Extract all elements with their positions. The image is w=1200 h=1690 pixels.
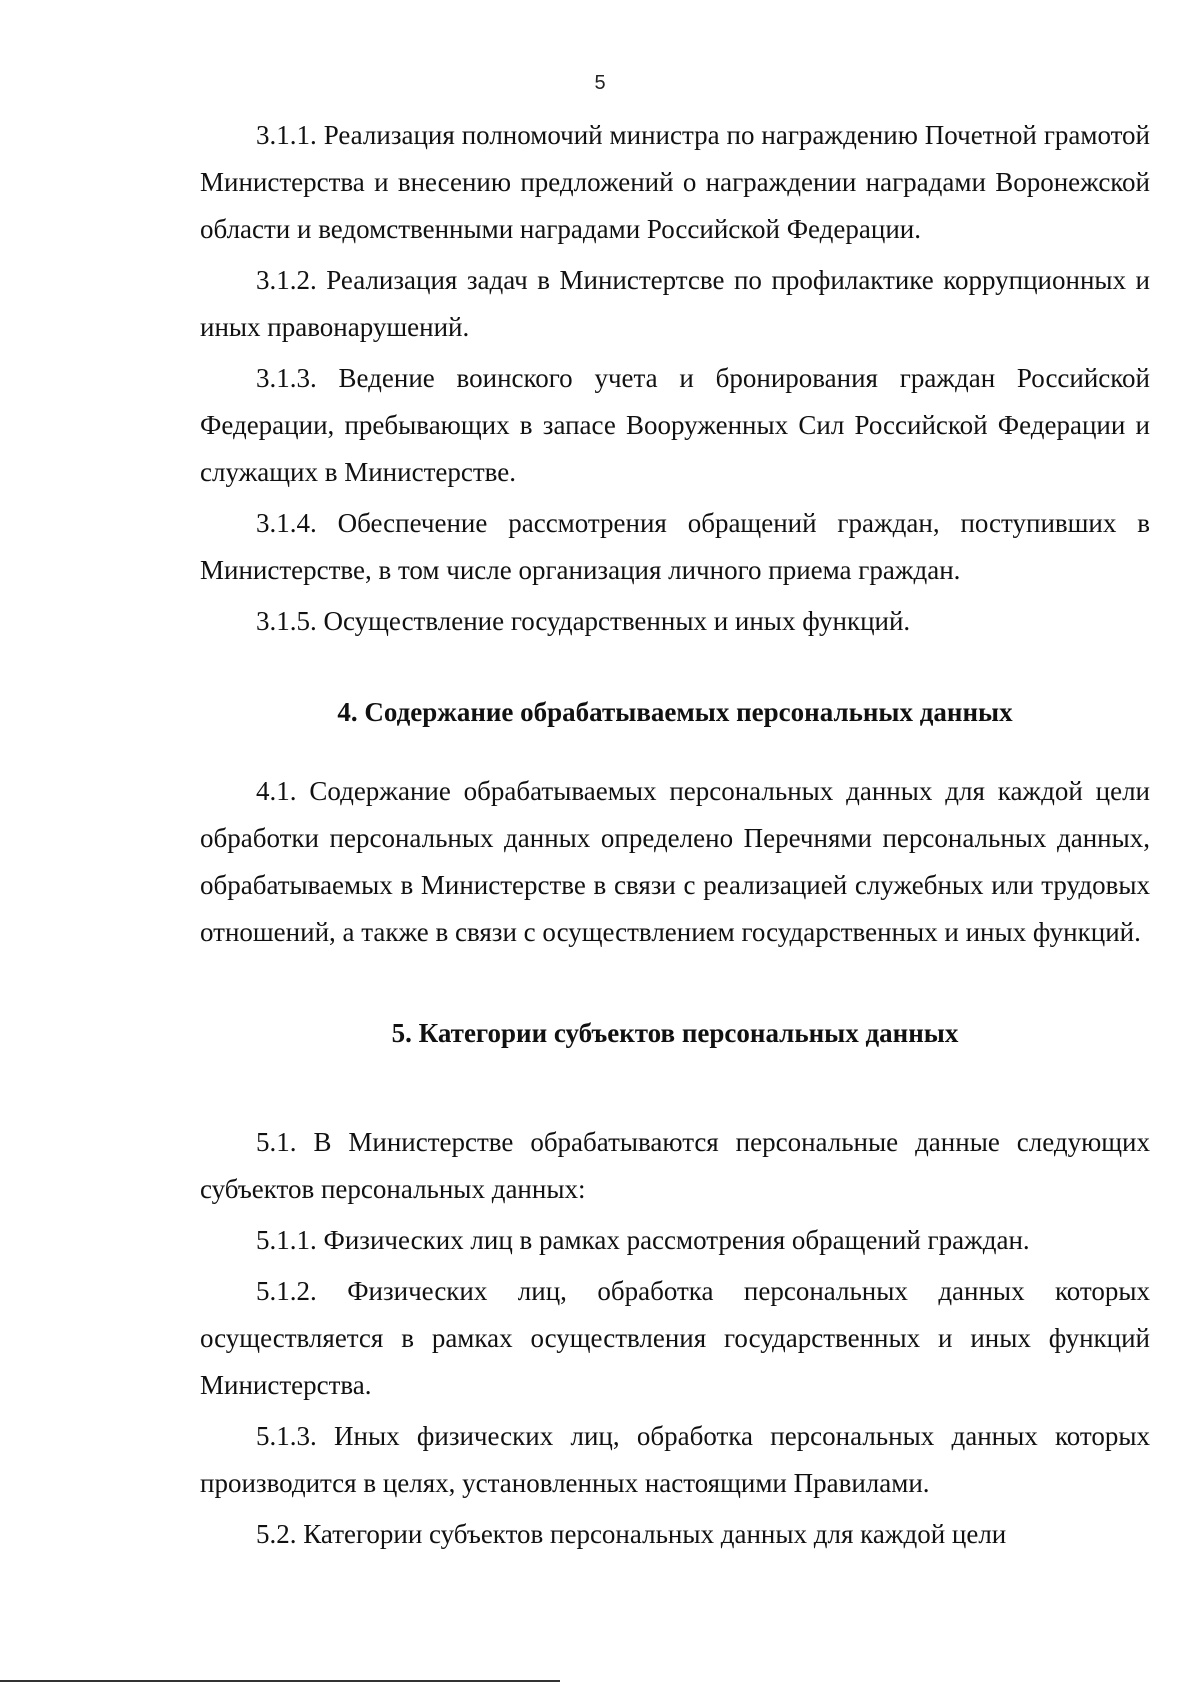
section-4-heading: 4. Содержание обрабатываемых персональных данных	[337, 697, 1013, 727]
paragraph-3-1-4: 3.1.4. Обеспечение рассмотрения обращений граждан, поступивших в Министерстве, в том числе организация личного приема граждан.	[200, 508, 1150, 585]
page-number: 5	[594, 72, 606, 94]
document-body	[200, 112, 1150, 1562]
paragraph-5-1-1: 5.1.1. Физических лиц в рамках рассмотрения обращений граждан.	[256, 1225, 1030, 1255]
paragraph-4-1: 4.1. Содержание обрабатываемых персональных данных для каждой цели обработки персональных данных определено Перечнями персональных данных, обрабатываемых в Министерстве в связи с реализацией служебных или трудовых отношений, а также в связи с осуществлением государственных и иных функций.	[200, 776, 1150, 947]
footer-divider	[0, 1680, 560, 1682]
paragraph-5-2: 5.2. Категории субъектов персональных данных для каждой цели	[256, 1519, 1007, 1549]
paragraph-3-1-3: 3.1.3. Ведение воинского учета и бронирования граждан Российской Федерации, пребывающих в запасе Вооруженных Сил Российской Федерации и служащих в Министерстве.	[200, 363, 1150, 487]
section-5-heading: 5. Категории субъектов персональных данных	[391, 1018, 959, 1048]
paragraph-3-1-5: 3.1.5. Осуществление государственных и иных функций.	[256, 606, 911, 636]
paragraph-5-1: 5.1. В Министерстве обрабатываются персональные данные следующих субъектов персональных данных:	[200, 1127, 1150, 1204]
paragraph-5-1-3: 5.1.3. Иных физических лиц, обработка персональных данных которых производится в целях, установленных настоящими Правилами.	[200, 1421, 1150, 1498]
paragraph-3-1-1: 3.1.1. Реализация полномочий министра по награждению Почетной грамотой Министерства и внесению предложений о награждении наградами Воронежской области и ведомственными наградами Российской Федерации.	[200, 120, 1150, 244]
paragraph-5-1-2: 5.1.2. Физических лиц, обработка персональных данных которых осуществляется в рамках осуществления государственных и иных функций Министерства.	[200, 1276, 1150, 1400]
paragraph-3-1-2: 3.1.2. Реализация задач в Министертсве по профилактике коррупционных и иных правонарушений.	[200, 265, 1150, 342]
